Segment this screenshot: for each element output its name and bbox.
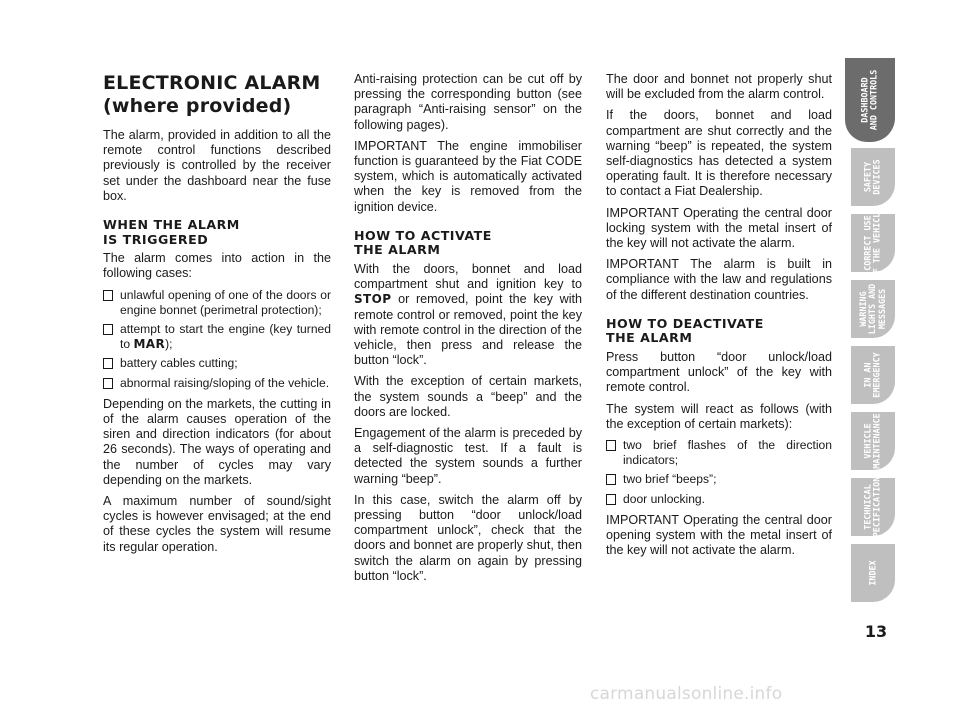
immobiliser-paragraph: IMPORTANT The engine immobiliser function is guaranteed by the Fiat CODE system, which is automatically activated when the key is removed from the ignition device. xyxy=(354,138,582,214)
list-item: battery cables cutting; xyxy=(103,356,331,371)
checkbox-bullet-icon xyxy=(103,324,113,335)
anti-raising-paragraph: Anti-raising protection can be cut off by pressing the corresponding button (see paragraph “Anti-raising sensor” on the following pages). xyxy=(354,72,582,132)
checkbox-bullet-icon xyxy=(103,290,113,301)
tab-warning-lights[interactable]: WARNING LIGHTS AND MESSAGES xyxy=(851,280,895,338)
section-tabs xyxy=(851,58,896,613)
watermark: carmanualsonline.info xyxy=(590,684,783,704)
markets-paragraph: Depending on the markets, the cutting in of the alarm causes operation of the siren and direction indicators (for about 26 seconds). The ways of operating and the number of cycles may vary depending on the markets. xyxy=(103,396,331,487)
intro-paragraph: The alarm, provided in addition to all the remote control functions described previously is controlled by the receiver set under the dashboard near the fuse box. xyxy=(103,128,331,203)
list-item: two brief “beeps”; xyxy=(606,472,832,487)
excluded-paragraph: The door and bonnet not properly shut will be excluded from the alarm control. xyxy=(606,72,832,102)
list-item: door unlocking. xyxy=(606,492,832,507)
key-position-mar: MAR xyxy=(133,337,166,352)
section-heading-triggered: WHEN THE ALARM IS TRIGGERED xyxy=(103,217,240,247)
fault-paragraph: In this case, switch the alarm off by pressing button “door unlock/load compartment unlock”, check that the doors and bonnet are properly shut, then switch the alarm on again by pressing button “lock”. xyxy=(354,492,582,583)
section-heading-activate: HOW TO ACTIVATE THE ALARM xyxy=(354,227,492,258)
tab-technical-specifications[interactable]: TECHNICAL SPECIFICATIONS xyxy=(851,478,895,536)
column-middle xyxy=(354,72,582,590)
list-item: unlawful opening of one of the doors or engine bonnet (perimetral protection); xyxy=(103,288,331,318)
tab-dashboard-and-controls[interactable]: DASHBOARD AND CONTROLS xyxy=(845,58,895,142)
self-diagnostic-paragraph: Engagement of the alarm is preceded by a self-diagnostic test. If a fault is detected the system sounds a further warning “beep”. xyxy=(354,426,582,486)
column-right xyxy=(606,72,832,564)
activate-paragraph: With the doors, bonnet and load compartment shut and ignition key to STOP or removed, point the key with remote control or removed, point the key with remote control in the direction of the vehicle, then press and release the button “lock”. xyxy=(354,262,582,368)
beep-paragraph: With the exception of certain markets, the system sounds a “beep” and the doors are locked. xyxy=(354,374,582,419)
central-locking-note: IMPORTANT Operating the central door locking system with the metal insert of the key will not activate the alarm. xyxy=(606,205,832,251)
compliance-note: IMPORTANT The alarm is built in compliance with the law and regulations of the different destination countries. xyxy=(606,257,832,302)
triggered-intro: The alarm comes into action in the following cases: xyxy=(103,251,331,281)
cycles-paragraph: A maximum number of sound/sight cycles is however envisaged; at the end of these cycles the system will resume its regular operation. xyxy=(103,494,331,554)
dealership-paragraph: If the doors, bonnet and load compartment are shut correctly and the warning “beep” is repeated, the system self-diagnostics has detected a system operating fault. It is therefore necessary to contact a Fiat Dealership. xyxy=(606,108,832,199)
reaction-list xyxy=(606,438,832,507)
section-heading-deactivate: HOW TO DEACTIVATE THE ALARM xyxy=(606,315,764,346)
central-opening-note: IMPORTANT Operating the central door opening system with the metal insert of the key will not activate the alarm. xyxy=(606,512,832,558)
tab-index[interactable]: INDEX xyxy=(851,544,895,602)
checkbox-bullet-icon xyxy=(103,358,113,369)
list-item: two brief flashes of the direction indicators; xyxy=(606,438,832,468)
tab-in-an-emergency[interactable]: IN AN EMERGENCY xyxy=(851,346,895,404)
page-title: ELECTRONIC ALARM (where provided) xyxy=(103,72,321,117)
column-left xyxy=(103,72,331,561)
checkbox-bullet-icon xyxy=(606,474,616,485)
key-position-stop: STOP xyxy=(354,292,392,307)
checkbox-bullet-icon xyxy=(606,440,616,451)
tab-vehicle-maintenance[interactable]: VEHICLE MAINTENANCE xyxy=(851,412,895,470)
deactivate-paragraph: Press button “door unlock/load compartment unlock” of the key with remote control. xyxy=(606,350,832,395)
trigger-cases-list xyxy=(103,288,331,391)
list-item: abnormal raising/sloping of the vehicle. xyxy=(103,376,331,391)
page-number: 13 xyxy=(864,622,888,641)
list-item: attempt to start the engine (key turned to MAR); xyxy=(103,322,331,352)
checkbox-bullet-icon xyxy=(103,378,113,389)
reaction-paragraph: The system will react as follows (with the exception of certain markets): xyxy=(606,401,832,431)
tab-safety-devices[interactable]: SAFETY DEVICES xyxy=(851,148,895,206)
tab-correct-use[interactable]: CORRECT USE OF THE VEHICLE xyxy=(851,214,895,272)
checkbox-bullet-icon xyxy=(606,494,616,505)
